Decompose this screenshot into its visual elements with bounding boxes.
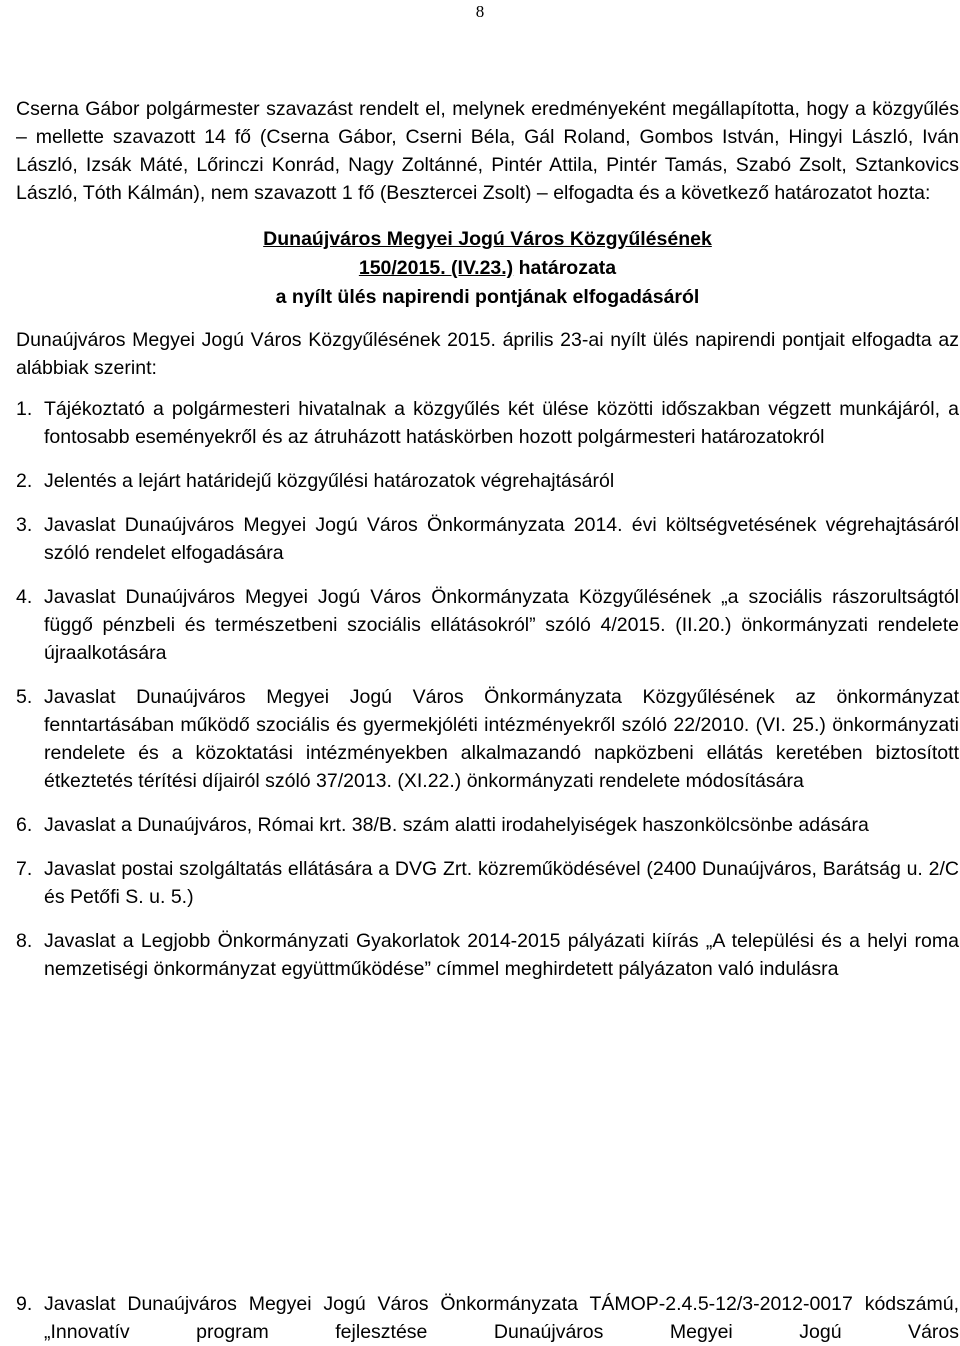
agenda-item-9 (16, 1290, 959, 1346)
agenda-item-number: 2. (16, 470, 33, 492)
agenda-item-text: Javaslat Dunaújváros Megyei Jogú Város Önkormányzata Közgyűlésének az önkormányzat fenntartásában működő szociális és gyermekjóléti intézményekről szóló 22/2010. (VI. 25.) önkormányzati rendelete és a közoktatási intézményekben alkalmazandó napközbeni ellátás keretében biztosított étkeztetés térítési díjairól szóló 37/2013. (XI.22.) önkormányzati rendelete módosítására (44, 686, 959, 792)
agenda-item-text: Javaslat a Dunaújváros, Római krt. 38/B. szám alatti irodahelyiségek haszonkölcsönbe adására (44, 814, 869, 836)
agenda-item-1 (16, 395, 959, 451)
resolution-heading (16, 225, 959, 312)
intro-paragraph: Dunaújváros Megyei Jogú Város Közgyűlésének 2015. április 23-ai nyílt ülés napirendi pontjait elfogadta az alábbiak szerint: (16, 329, 959, 379)
agenda-item-number: 8. (16, 930, 33, 952)
resolution-subject: a nyílt ülés napirendi pontjának elfogadásáról (275, 286, 700, 308)
agenda-item-number: 4. (16, 586, 33, 608)
agenda-item-5 (16, 683, 959, 795)
agenda-item-9-container (16, 1290, 959, 1346)
agenda-item-4 (16, 583, 959, 667)
agenda-item-text: Javaslat Dunaújváros Megyei Jogú Város Önkormányzata 2014. évi költségvetésének végrehajtásáról szóló rendelet elfogadására (44, 514, 959, 564)
agenda-item-text: Javaslat postai szolgáltatás ellátására a DVG Zrt. közreműködésével (2400 Dunaújváros, Barátság u. 2/C és Petőfi S. u. 5.) (44, 858, 959, 908)
document-body (16, 95, 959, 983)
agenda-item-text: Jelentés a lejárt határidejű közgyűlési határozatok végrehajtásáról (44, 470, 615, 492)
agenda-item-text: Javaslat Dunaújváros Megyei Jogú Város Önkormányzata Közgyűlésének „a szociális rászorultságtól függő pénzbeli és természetbeni szociális ellátásokról” szóló 4/2015. (II.20.) önkormányzati rendelete újraalkotására (44, 586, 959, 664)
agenda-item-8 (16, 927, 959, 983)
agenda-item-number: 9. (16, 1293, 33, 1315)
agenda-item-number: 7. (16, 858, 33, 880)
agenda-item-6 (16, 811, 959, 839)
agenda-item-text: Tájékoztató a polgármesteri hivatalnak a közgyűlés két ülése közötti időszakban végzett munkájáról, a fontosabb eseményekről és az átruházott hatáskörben hozott polgármesteri határozatokról (44, 398, 959, 448)
resolution-number-line (16, 254, 959, 283)
agenda-item-number: 1. (16, 398, 33, 420)
page-number: 8 (475, 2, 485, 21)
agenda-item-2 (16, 467, 959, 495)
agenda-item-number: 6. (16, 814, 33, 836)
agenda-item-number: 5. (16, 686, 33, 708)
agenda-item-7 (16, 855, 959, 911)
resolution-label: határozata (513, 257, 617, 279)
resolution-title: Dunaújváros Megyei Jogú Város Közgyűlésének (263, 228, 712, 250)
resolution-number: 150/2015. (IV.23.) (358, 257, 514, 279)
agenda-item-text: Javaslat a Legjobb Önkormányzati Gyakorlatok 2014-2015 pályázati kiírás „A települési és a helyi roma nemzetiségi önkormányzat együttműködése” címmel meghirdetett pályázaton való indulásra (44, 930, 959, 980)
vote-paragraph: Cserna Gábor polgármester szavazást rendelt el, melynek eredményeként megállapította, hogy a közgyűlés – mellette szavazott 14 fő (Cserna Gábor, Cserni Béla, Gál Roland, Gombos István, Hingyi László, Iván László, Izsák Máté, Lőrinczi Konrád, Nagy Zoltánné, Pintér Attila, Pintér Tamás, Szabó Zsolt, Sztankovics László, Tóth Kálmán), nem szavazott 1 fő (Besztercei Zsolt) – elfogadta és a következő határozatot hozta: (16, 98, 959, 204)
agenda-item-3 (16, 511, 959, 567)
agenda-item-text: Javaslat Dunaújváros Megyei Jogú Város Önkormányzata TÁMOP-2.4.5-12/3-2012-0017 kódszámú, „Innovatív program fejlesztése Dunaújváros Megyei Jogú Város (44, 1293, 959, 1343)
agenda-item-number: 3. (16, 514, 33, 536)
